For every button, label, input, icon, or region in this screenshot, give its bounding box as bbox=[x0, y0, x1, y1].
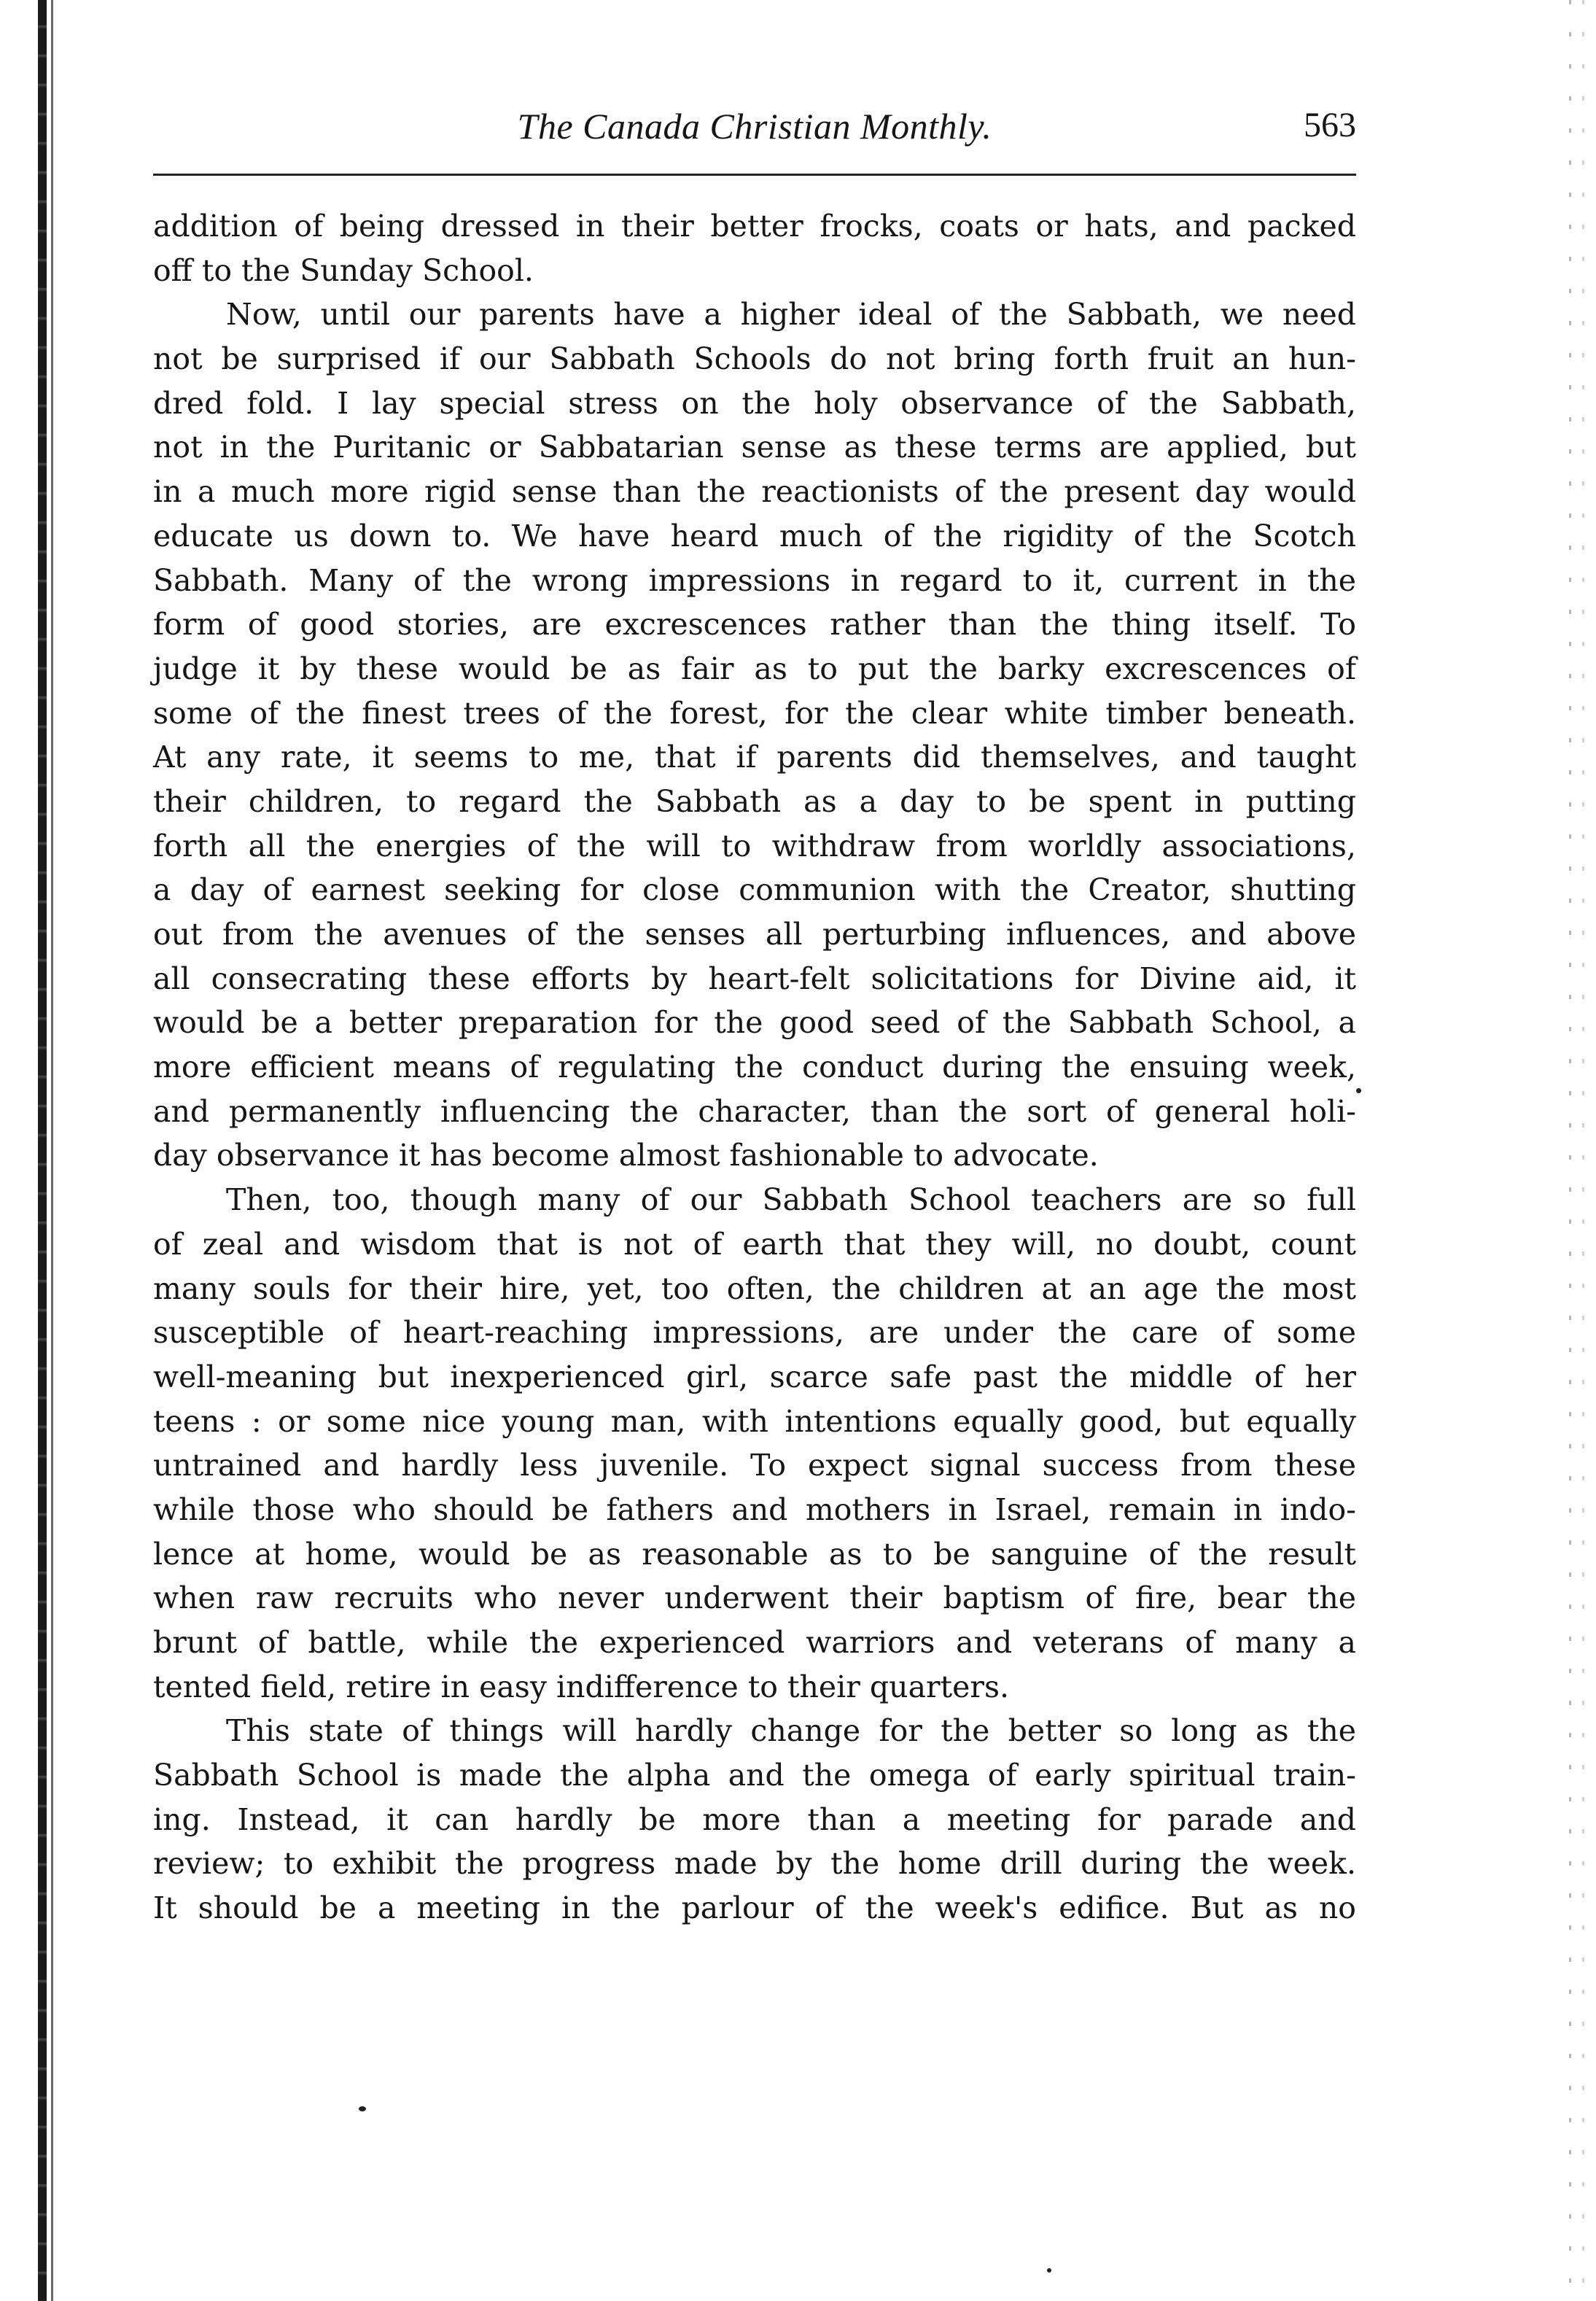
header-rule bbox=[153, 174, 1356, 176]
text-line: This state of things will hardly change for the better so long as the bbox=[226, 1713, 1356, 1749]
body-text bbox=[153, 204, 1356, 1931]
text-line: judge it by these would be as fair as to put the barky excrescences of bbox=[153, 651, 1356, 686]
text-line: tented field, retire in easy indifference to their quarters. bbox=[153, 1669, 1010, 1704]
text-line: Sabbath. Many of the wrong impressions in regard to it, current in the bbox=[153, 562, 1356, 598]
binding-edge-line bbox=[51, 0, 53, 2301]
text-line: not in the Puritanic or Sabbatarian sense as these terms are applied, but bbox=[153, 430, 1356, 465]
text-line: more efficient means of regulating the conduct during the ensuing week, bbox=[153, 1049, 1356, 1085]
text-line: many souls for their hire, yet, too often, the children at an age the most bbox=[153, 1270, 1356, 1306]
ink-speck bbox=[359, 2106, 366, 2111]
text-line: Now, until our parents have a higher ideal of the Sabbath, we need bbox=[226, 297, 1356, 333]
text-line: Sabbath School is made the alpha and the omega of early spiritual train- bbox=[153, 1758, 1356, 1793]
text-line: a day of earnest seeking for close communion with the Creator, shutting bbox=[153, 872, 1356, 908]
text-line: Then, too, though many of our Sabbath School teachers are so full bbox=[226, 1182, 1356, 1218]
text-line: of zeal and wisdom that is not of earth that they will, no doubt, count bbox=[153, 1226, 1356, 1262]
ink-speck bbox=[1047, 2268, 1051, 2273]
text-line: when raw recruits who never underwent their baptism of fire, bear the bbox=[153, 1580, 1356, 1616]
text-line: their children, to regard the Sabbath as a day to be spent in putting bbox=[153, 783, 1356, 819]
text-line: teens : or some nice young man, with intentions equally good, but equally bbox=[153, 1403, 1356, 1439]
text-line: well-meaning but inexperienced girl, scarce safe past the middle of her bbox=[153, 1359, 1356, 1394]
text-line: while those who should be fathers and mothers in Israel, remain in indo- bbox=[153, 1491, 1356, 1527]
text-line: untrained and hardly less juvenile. To expect signal success from these bbox=[153, 1448, 1356, 1483]
text-line: out from the avenues of the senses all perturbing influences, and above bbox=[153, 917, 1356, 952]
text-line: brunt of battle, while the experienced warriors and veterans of many a bbox=[153, 1625, 1356, 1660]
text-line: educate us down to. We have heard much of the rigidity of the Scotch bbox=[153, 518, 1356, 554]
text-line: ing. Instead, it can hardly be more than a meeting for parade and bbox=[153, 1801, 1356, 1837]
page-number: 563 bbox=[1304, 106, 1356, 144]
text-line: review; to exhibit the progress made by the home drill during the week. bbox=[153, 1846, 1356, 1882]
text-line: all consecrating these efforts by heart-felt solicitations for Divine aid, it bbox=[153, 961, 1356, 996]
binding-edge bbox=[38, 0, 47, 2301]
right-margin-speckle bbox=[1569, 0, 1571, 2301]
text-line: susceptible of heart-reaching impressions, are under the care of some bbox=[153, 1315, 1356, 1351]
text-line: day observance it has become almost fashionable to advocate. bbox=[153, 1138, 1099, 1173]
text-line: not be surprised if our Sabbath Schools do not bring forth fruit an hun- bbox=[153, 341, 1356, 377]
text-line: off to the Sunday School. bbox=[153, 252, 534, 288]
text-line: form of good stories, are excrescences rather than the thing itself. To bbox=[153, 607, 1356, 643]
text-line: lence at home, would be as reasonable as to be sanguine of the result bbox=[153, 1536, 1356, 1572]
text-line: At any rate, it seems to me, that if parents did themselves, and taught bbox=[153, 740, 1356, 775]
text-line: forth all the energies of the will to withdraw from worldly associations, bbox=[153, 828, 1356, 864]
page-header bbox=[153, 95, 1356, 160]
text-line: addition of being dressed in their better frocks, coats or hats, and packed bbox=[153, 209, 1356, 244]
text-line: in a much more rigid sense than the reactionists of the present day would bbox=[153, 474, 1356, 510]
text-line: some of the finest trees of the forest, for the clear white timber beneath. bbox=[153, 695, 1356, 731]
text-line: It should be a meeting in the parlour of the week's edifice. But as no bbox=[153, 1890, 1356, 1926]
running-title: The Canada Christian Monthly. bbox=[517, 106, 992, 147]
text-line: and permanently influencing the character, than the sort of general holi- bbox=[153, 1093, 1356, 1129]
right-margin-speckle bbox=[1582, 0, 1584, 2301]
text-line: would be a better preparation for the good seed of the Sabbath School, a bbox=[153, 1005, 1356, 1041]
text-line: dred fold. I lay special stress on the holy observance of the Sabbath, bbox=[153, 385, 1356, 421]
ink-speck bbox=[1356, 1088, 1361, 1093]
